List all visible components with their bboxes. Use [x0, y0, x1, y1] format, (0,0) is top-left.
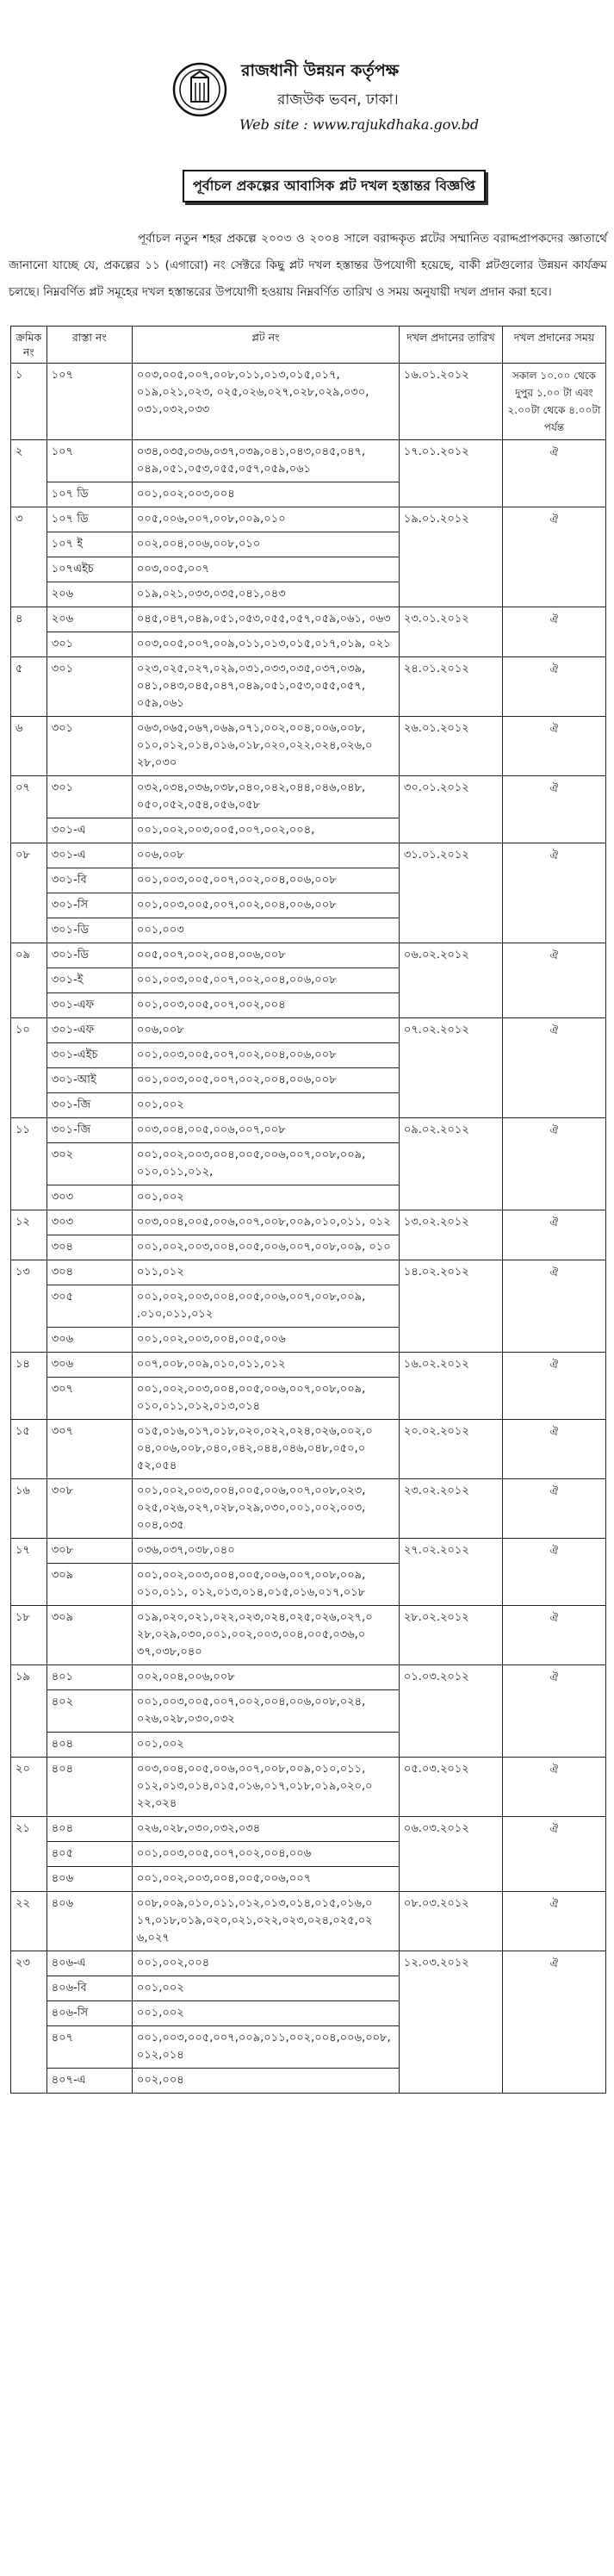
road-cell: ৩০১-ডি: [47, 943, 132, 968]
plot-cell: ০০১,০০২,০০৩,০০৪,০০৫,০০৬,০০৭,০০৮,০০৯, ০১০,০১১, ০১২,০১৩,০১৪,০১৫,০১৬,০১৭,০১৮: [132, 1564, 399, 1606]
table-row: [11, 1210, 606, 1235]
serial-cell: ১৯: [11, 1665, 47, 1758]
plot-cell: ০০১,০০২,০০৩,০০৪: [132, 482, 399, 507]
plot-cell: ০০২,০০৪: [132, 2069, 399, 2094]
serial-cell: ৫: [11, 657, 47, 717]
table-row: [11, 1606, 606, 1665]
serial-cell: ০৯: [11, 943, 47, 1018]
time-cell: ঐ: [502, 1118, 605, 1210]
date-cell: ১৩.০২.২০১২: [399, 1210, 502, 1260]
road-cell: ১০৭ ডি: [47, 482, 132, 507]
plot-cell: ০০১,০০২: [132, 1093, 399, 1118]
organization-address: রাজউক ভবন, ঢাকা।: [277, 91, 399, 109]
time-cell: ঐ: [502, 1817, 605, 1892]
header-time: দখল প্রদানের সময়: [502, 327, 605, 364]
road-cell: ৩০১: [47, 632, 132, 657]
road-cell: ৪০৬-এ: [47, 1951, 132, 1976]
plot-cell: ০০১,০০২,০০৩,০০৫,০০৭,০০২,০০৪,: [132, 818, 399, 843]
plot-cell: ০১৯,০২০,০২১,০২২,০২৩,০২৪,০২৫,০২৬,০২৭,০ ২৮,০২৯,০৩০,০০১,০০২,০০৩,০০৪,০০৫,০৩৬,০ ৩৭,০৩৮,০৪০: [132, 1606, 399, 1665]
road-cell: ৩০৯: [47, 1606, 132, 1665]
road-cell: ৩০৬: [47, 1328, 132, 1353]
header-serial: ক্রমিক নং: [11, 327, 47, 364]
table-row: [11, 1353, 606, 1378]
road-cell: ৪০৬: [47, 1867, 132, 1892]
road-cell: ১০৭: [47, 364, 132, 440]
road-cell: ৩০১-ই: [47, 968, 132, 993]
road-cell: ৩০৩: [47, 1210, 132, 1235]
plot-cell: ০১৯,০২১,০৩৩,০৩৫,০৪১,০৪৩: [132, 582, 399, 607]
plot-cell: ০০১,০০৩,০০৫,০০৭,০০২,০০৪: [132, 993, 399, 1018]
serial-cell: ১৬: [11, 1479, 47, 1539]
time-cell: ঐ: [502, 1018, 605, 1118]
time-cell: ঐ: [502, 1892, 605, 1951]
road-cell: ৪০৬: [47, 1892, 132, 1951]
time-cell: ঐ: [502, 1665, 605, 1758]
table-body: [11, 364, 606, 2094]
time-cell: ঐ: [502, 1951, 605, 2094]
date-cell: ২৮.০২.২০১২: [399, 1606, 502, 1665]
date-cell: ৩০.০১.২০১২: [399, 776, 502, 843]
organization-name: রাজধানী উন্নয়ন কর্তৃপক্ষ: [241, 61, 400, 80]
plot-cell: ০০৩,০০৪,০০৫,০০৬,০০৭,০০৮,০০৯,০১০,০১১, ০১২,০১৩,০১৪,০১৫,০১৬,০১৭,০১৮,০১৯,০২০,০ ২২,০২৪: [132, 1758, 399, 1817]
date-cell: ২৩.০২.২০১২: [399, 1479, 502, 1539]
plot-cell: ০০৩,০০৫,০০৭,০০৯,০১১,০১৩,০১৫,০১৭,০১৯, ০২১: [132, 632, 399, 657]
serial-cell: ৩: [11, 507, 47, 607]
date-cell: ১৪.০২.২০১২: [399, 1260, 502, 1353]
road-cell: ৪০৪: [47, 1733, 132, 1758]
road-cell: ৩০১-জি: [47, 1118, 132, 1143]
road-cell: ১০৭ ডি: [47, 507, 132, 532]
serial-cell: ১৭: [11, 1539, 47, 1606]
road-cell: ৪০১: [47, 1665, 132, 1690]
plot-cell: ০০১,০০৩: [132, 918, 399, 943]
table-row: [11, 657, 606, 717]
serial-cell: ৬: [11, 717, 47, 776]
plot-cell: ০০২,০০৪,০০৬,০০৮: [132, 1665, 399, 1690]
date-cell: ০৭.০২.২০১২: [399, 1018, 502, 1118]
plot-cell: ০০১,০০৩,০০৫,০০৭,০০২,০০৪,০০৬,০০৮: [132, 893, 399, 918]
notice-intro: পূর্বাচল নতুন শহর প্রকল্পে ২০০৩ ও ২০০৪ সালে বরাদ্দকৃত প্লটের সম্মানিত বরাদ্দপ্রাপকদের জ্ঞাতার্থে জানানো যাচ্ছে যে, প্রকল্পের ১১ (এগারো) নং সেক্টরে কিছু প্লট দখল হস্তান্তর উপযোগী হয়েছে, বাকী প্লটগুলোর উন্নয়ন কার্যক্রম চলছে। নিম্নবর্ণিত প্লট সমূহের দখল হস্তান্তরের উপযোগী হওয়ায় নিম্নবর্ণিত তারিখ ও সময় অনুযায়ী দখল প্রদান করা হবে।: [9, 232, 607, 299]
plot-cell: ০০১,০০২,০০৩,০০৪,০০৫,০০৬,০০৭,০০৮,০০৯, ০১০,০১১,০১২,: [132, 1143, 399, 1185]
plot-cell: ০০৩,০০৪,০০৫,০০৬,০০৭,০০৮,০০৯,০১০,০১১, ০১২: [132, 1210, 399, 1235]
time-cell: ঐ: [502, 1479, 605, 1539]
plot-cell: ০০৮,০০৯,০১০,০১১,০১২,০১৩,০১৪,০১৫,০১৬,০ ১৭,০১৮,০১৯,০২০,০২১,০২২,০২৩,০২৪,০২৫,০২ ৬,০২৭: [132, 1892, 399, 1951]
date-cell: ২০.০২.২০১২: [399, 1420, 502, 1479]
road-cell: ৩০৭: [47, 1420, 132, 1479]
serial-cell: ২৩: [11, 1951, 47, 2094]
road-cell: ৩০৬: [47, 1353, 132, 1378]
plot-cell: ০০৬,০০৮: [132, 843, 399, 868]
time-cell: ঐ: [502, 1353, 605, 1420]
table-row: [11, 776, 606, 818]
plot-cell: ০০৭,০০৮,০০৯,০১০,০১১,০১২: [132, 1353, 399, 1378]
plot-cell: ০৩৬,০৩৭,০৩৮,০৪০: [132, 1539, 399, 1564]
plot-cell: ০০১,০০২,০০৪: [132, 1951, 399, 1976]
road-cell: ৪০৬-বি: [47, 1976, 132, 2001]
date-cell: ০৬.০২.২০১২: [399, 943, 502, 1018]
serial-cell: ১৫: [11, 1420, 47, 1479]
time-cell: ঐ: [502, 776, 605, 843]
time-cell: ঐ: [502, 607, 605, 657]
table-row: [11, 1951, 606, 1976]
header-date: দখল প্রদানের তারিখ: [399, 327, 502, 364]
plot-cell: ০০৫,০০৬,০০৭,০০৮,০০৯,০১০: [132, 507, 399, 532]
time-cell: ঐ: [502, 440, 605, 507]
table-row: [11, 1420, 606, 1479]
road-cell: ১০৭এইচ: [47, 557, 132, 582]
time-cell: ঐ: [502, 1539, 605, 1606]
table-row: [11, 843, 606, 868]
plot-cell: ০৩৪,০৩৫,০৩৬,০৩৭,০৩৯,০৪১,০৪৩,০৪৫,০৪৭, ০৪৯,০৫১,০৫৩,০৫৫,০৫৭,০৫৯,০৬১: [132, 440, 399, 482]
plot-cell: ০০১,০০২,০০৩,০০৪,০০৫,০০৬: [132, 1328, 399, 1353]
date-cell: ০৬.০৩.২০১২: [399, 1817, 502, 1892]
road-cell: ৪০৬-সি: [47, 2001, 132, 2026]
plot-cell: ০৬৩,০৬৫,০৬৭,০৬৯,০৭১,০০২,০০৪,০০৬,০০৮, ০১০,০১২,০১৪,০১৬,০১৮,০২০,০২২,০২৪,০২৬,০ ২৮,০৩০: [132, 717, 399, 776]
date-cell: ১৭.০১.২০১২: [399, 440, 502, 507]
plot-cell: ০০১,০০৩,০০৫,০০৭,০০২,০০৪,০০৬,০০৮,০২৪, ০২৬,০২৮,০৩০,০৩২: [132, 1690, 399, 1733]
time-cell: ঐ: [502, 843, 605, 943]
plot-cell: ০০১,০০৩,০০৫,০০৭,০০৯,০১১,০০২,০০৪,০০৬,০০৮, ০১২,০১৪: [132, 2026, 399, 2069]
header-plot: প্লট নং: [132, 327, 399, 364]
plot-cell: ০০৫,০০৭,০০২,০০৪,০০৬,০০৮: [132, 943, 399, 968]
time-cell: ঐ: [502, 717, 605, 776]
website-link[interactable]: Web site : www.rajukdhaka.gov.bd: [239, 116, 480, 133]
serial-cell: ২: [11, 440, 47, 507]
table-row: [11, 1539, 606, 1564]
time-cell: ঐ: [502, 1420, 605, 1479]
plot-cell: ০১১,০১২: [132, 1260, 399, 1285]
table-row: [11, 943, 606, 968]
plot-cell: ০০১,০০২,০০৩,০০৪,০০৫,০০৬,০০৭: [132, 1867, 399, 1892]
road-cell: ৩০৮: [47, 1539, 132, 1564]
plot-cell: ০১৫,০১৬,০১৭,০১৮,০২০,০২২,০২৪,০২৬,০০২,০ ০৪,০০৬,০০৮,০৪০,০৪২,০৪৪,০৪৬,০৪৮,০৫০,০ ৫২,০৫৪: [132, 1420, 399, 1479]
plot-cell: ০০১,০০২: [132, 1185, 399, 1210]
road-cell: ৩০২: [47, 1143, 132, 1185]
plot-cell: ০০৩,০০৫,০০৭,০০৮,০১১,০১৩,০১৫,০১৭, ০১৯,০২১,০২৩, ০২৫,০২৬,০২৭,০২৮,০২৯,০৩০, ০৩১,০৩২,০৩৩: [132, 364, 399, 440]
plot-cell: ০০১,০০২,০০৩,০০৪,০০৫,০০৬,০০৭,০০৮,০০৯, ০১০,০১১,০১২,০১৩,০১৪: [132, 1378, 399, 1420]
road-cell: ৩০৫: [47, 1285, 132, 1328]
notice-header: [0, 0, 614, 151]
serial-cell: ১৮: [11, 1606, 47, 1665]
date-cell: ০৯.০২.২০১২: [399, 1118, 502, 1210]
road-cell: ৩০১-ডি: [47, 918, 132, 943]
road-cell: ৪০৭-এ: [47, 2069, 132, 2094]
serial-cell: ২১: [11, 1817, 47, 1892]
time-cell: ঐ: [502, 507, 605, 607]
road-cell: ৩০১: [47, 717, 132, 776]
time-cell: ঐ: [502, 1210, 605, 1260]
road-cell: ৩০৯: [47, 1564, 132, 1606]
table-row: [11, 1118, 606, 1143]
date-cell: ০৮.০৩.২০১২: [399, 1892, 502, 1951]
date-cell: ২৬.০১.২০১২: [399, 717, 502, 776]
plot-cell: ০২৩,০২৫,০২৭,০২৯,০৩১,০৩৩,০৩৫,০৩৭,০৩৯, ০৪১,০৪৩,০৪৫,০৪৭,০৪৯,০৫১,০৫৩,০৫৫,০৫৭, ০৫৯,০৬১: [132, 657, 399, 717]
date-cell: ০৫.০৩.২০১২: [399, 1758, 502, 1817]
date-cell: ২৩.০১.২০১২: [399, 607, 502, 657]
road-cell: ৩০১-এফ: [47, 1018, 132, 1043]
table-row: [11, 1892, 606, 1951]
road-cell: ৩০৪: [47, 1260, 132, 1285]
date-cell: ২৭.০২.২০১২: [399, 1539, 502, 1606]
road-cell: ৩০১-এফ: [47, 993, 132, 1018]
road-cell: ৩০১-এ: [47, 818, 132, 843]
plot-cell: ০৪৫,০৪৭,০৪৯,০৫১,০৫৩,০৫৫,০৫৭,০৫৯,০৬১, ০৬৩: [132, 607, 399, 632]
road-cell: ৪০৫: [47, 1842, 132, 1867]
date-cell: ০১.০৩.২০১২: [399, 1665, 502, 1758]
plot-cell: ০০৩,০০৫,০০৭: [132, 557, 399, 582]
road-cell: ৩০১-এইচ: [47, 1043, 132, 1068]
plot-cell: ০০১,০০৩,০০৫,০০৭,০০২,০০৪,০০৬,০০৮: [132, 1068, 399, 1093]
serial-cell: ১৩: [11, 1260, 47, 1353]
road-cell: ৩০১-সি: [47, 893, 132, 918]
table-row: [11, 1817, 606, 1842]
road-cell: ৩০১-জি: [47, 1093, 132, 1118]
table-row: [11, 1479, 606, 1539]
serial-cell: ৪: [11, 607, 47, 657]
plot-cell: ০০১,০০২,০০৩,০০৪,০০৫,০০৬,০০৭,০০৮,০২৩, ০২৫,০২৬,০২৭,০২৮,০২৯,০৩০,০০১,০০২,০০৩, ০০৪,০৩৫: [132, 1479, 399, 1539]
road-cell: ৪০৪: [47, 1758, 132, 1817]
date-cell: ২৪.০১.২০১২: [399, 657, 502, 717]
serial-cell: ০৮: [11, 843, 47, 943]
date-cell: ১৬.০১.২০১২: [399, 364, 502, 440]
rajuk-logo-icon: [172, 62, 227, 117]
time-cell: সকাল ১০.০০ থেকে দুপুর ১.০০ টা এবং ২.০০টা থেকে ৪.০০টা পর্যন্ত: [502, 364, 605, 440]
plot-cell: ০০১,০০৩,০০৫,০০৭,০০২,০০৪,০০৬: [132, 1842, 399, 1867]
time-cell: ঐ: [502, 1260, 605, 1353]
road-cell: ৪০৪: [47, 1817, 132, 1842]
plot-cell: ০০১,০০৩,০০৫,০০৭,০০২,০০৪,০০৬,০০৮: [132, 868, 399, 893]
table-row: [11, 607, 606, 632]
date-cell: ১৬.০২.২০১২: [399, 1353, 502, 1420]
serial-cell: ১০: [11, 1018, 47, 1118]
plot-cell: ০২৬,০২৮,০৩০,০৩২,০৩৪: [132, 1817, 399, 1842]
table-row: [11, 717, 606, 776]
serial-cell: ১১: [11, 1118, 47, 1210]
road-cell: ৩০১-এ: [47, 843, 132, 868]
plot-cell: ০০১,০০২,০০৩,০০৪,০০৫,০০৬,০০৭,০০৮,০০৯, ০১০: [132, 1235, 399, 1260]
table-header-row: [11, 327, 606, 364]
date-cell: ৩১.০১.২০১২: [399, 843, 502, 943]
header-road: রাস্তা নং: [47, 327, 132, 364]
table-row: [11, 364, 606, 440]
time-cell: ঐ: [502, 1606, 605, 1665]
time-cell: ঐ: [502, 1758, 605, 1817]
time-cell: ঐ: [502, 943, 605, 1018]
serial-cell: ১২: [11, 1210, 47, 1260]
road-cell: ৩০৭: [47, 1378, 132, 1420]
table-row: [11, 440, 606, 482]
road-cell: ৩০১: [47, 776, 132, 818]
serial-cell: ২০: [11, 1758, 47, 1817]
date-cell: ১৯.০১.২০১২: [399, 507, 502, 607]
plot-cell: ০০৩,০০৪,০০৫,০০৬,০০৭,০০৮: [132, 1118, 399, 1143]
plot-cell: ০০১,০০২: [132, 2001, 399, 2026]
table-row: [11, 507, 606, 532]
serial-cell: ০৭: [11, 776, 47, 843]
road-cell: ৪০৭: [47, 2026, 132, 2069]
table-row: [11, 1018, 606, 1043]
road-cell: ৩০১-বি: [47, 868, 132, 893]
plot-cell: ০০২,০০৪,০০৬,০০৮,০১০: [132, 532, 399, 557]
table-row: [11, 1665, 606, 1690]
road-cell: ৪০২: [47, 1690, 132, 1733]
road-cell: ২০৬: [47, 607, 132, 632]
time-cell: ঐ: [502, 657, 605, 717]
plot-cell: ০০৬,০০৮: [132, 1018, 399, 1043]
road-cell: ১০৭ ই: [47, 532, 132, 557]
plot-handover-table: [10, 326, 606, 2094]
table-row: [11, 1260, 606, 1285]
plot-cell: ০০১,০০৩,০০৫,০০৭,০০২,০০৪,০০৬,০০৮: [132, 968, 399, 993]
road-cell: ৩০৪: [47, 1235, 132, 1260]
date-cell: ১২.০৩.২০১২: [399, 1951, 502, 2094]
plot-cell: ০০১,০০৩,০০৫,০০৭,০০২,০০৪,০০৬,০০৮: [132, 1043, 399, 1068]
plot-cell: ০৩২,০৩৪,০৩৬,০৩৮,০৪০,০৪২,০৪৪,০৪৬,০৪৮, ০৫০,০৫২,০৫৪,০৫৬,০৫৮: [132, 776, 399, 818]
serial-cell: ১: [11, 364, 47, 440]
plot-cell: ০০১,০০২: [132, 1976, 399, 2001]
road-cell: ২০৬: [47, 582, 132, 607]
serial-cell: ১৪: [11, 1353, 47, 1420]
road-cell: ৩০১-আই: [47, 1068, 132, 1093]
road-cell: ৩০১: [47, 657, 132, 717]
road-cell: ৩০৮: [47, 1479, 132, 1539]
plot-cell: ০০১,০০২,০০৩,০০৪,০০৫,০০৬,০০৭,০০৮,০০৯, .০১০,০১১,০১২: [132, 1285, 399, 1328]
table-row: [11, 1758, 606, 1817]
road-cell: ৩০৩: [47, 1185, 132, 1210]
road-cell: ১০৭: [47, 440, 132, 482]
serial-cell: ২২: [11, 1892, 47, 1951]
notice-title: পূর্বাচল প্রকল্পের আবাসিক প্লট দখল হস্তান্তর বিজ্ঞপ্তি: [183, 170, 486, 202]
plot-cell: ০০১,০০২: [132, 1733, 399, 1758]
